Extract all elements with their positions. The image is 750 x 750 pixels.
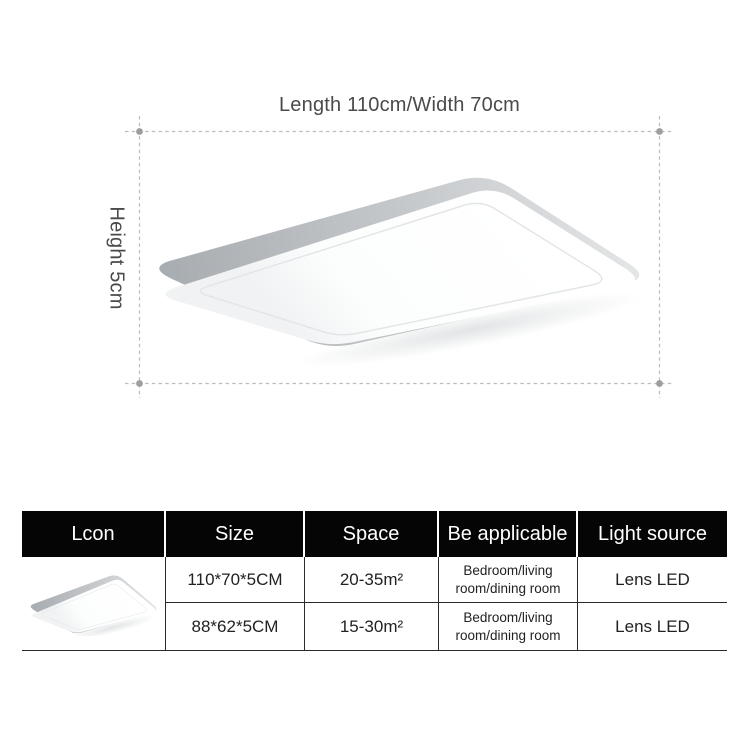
header-space-column: Space [305,511,439,557]
spec-table-body [22,557,727,651]
space-cell: 15-30m² [305,603,439,650]
applicable-cell: Bedroom/living room/dining room [439,603,578,650]
ceiling-lamp-thumbnail-icon [26,572,162,636]
spec-table-header [22,511,727,557]
height-dimension-label: Height 5cm [105,206,128,310]
header-icon-column: Lcon [22,511,166,557]
product-icon-cell [22,557,166,650]
size-cell: 88*62*5CM [166,603,305,650]
light-source-cell: Lens LED [578,603,727,650]
space-cell: 20-35m² [305,557,439,603]
length-dimension-label: Length 110cm/Width 70cm [278,94,521,116]
header-light-source-column: Light source [578,511,727,557]
header-size-column: Size [166,511,305,557]
header-applicable-column: Be applicable [439,511,578,557]
applicable-cell: Bedroom/living room/dining room [439,557,578,603]
light-source-cell: Lens LED [578,557,727,603]
spec-table [22,511,727,651]
size-cell: 110*70*5CM [166,557,305,603]
